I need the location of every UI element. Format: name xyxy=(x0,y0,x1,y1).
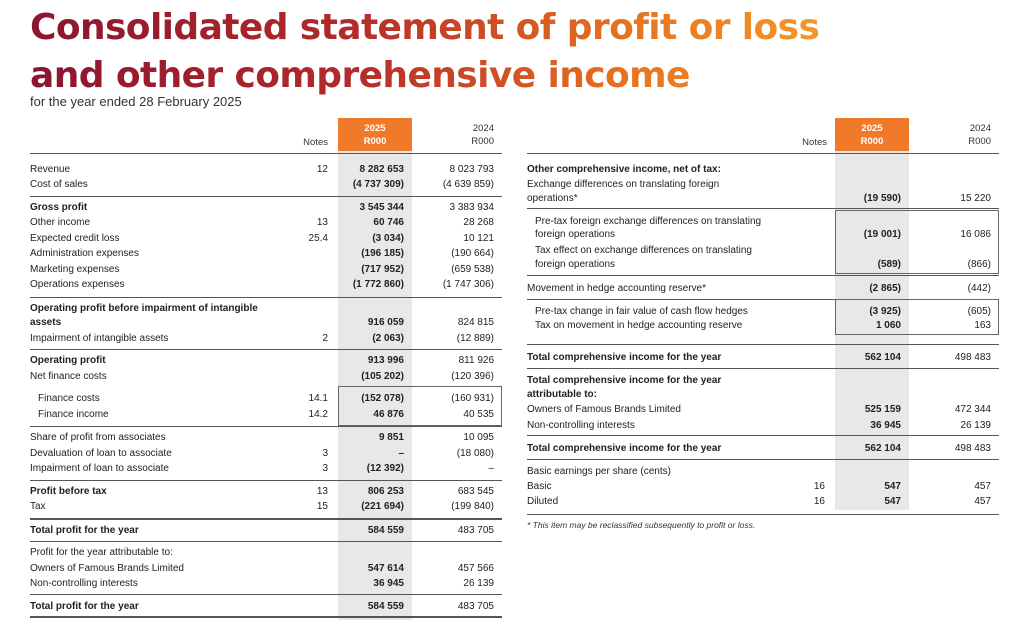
table-row xyxy=(30,523,502,538)
header-2025 xyxy=(835,118,909,151)
table-row xyxy=(527,227,999,242)
row-note: 12 xyxy=(316,164,328,175)
row-label: Owners of Famous Brands Limited xyxy=(527,404,681,415)
table-row xyxy=(527,162,999,177)
row-divider xyxy=(527,514,999,515)
value-2025: 562 104 xyxy=(864,443,901,454)
header-2024-year: 2024 xyxy=(472,123,494,134)
header-2024-unit: R000 xyxy=(968,136,991,147)
row-divider xyxy=(30,480,502,481)
value-2024: – xyxy=(488,463,494,474)
value-2025: (2 865) xyxy=(869,283,901,294)
table-row xyxy=(30,162,502,177)
row-label: Tax effect on exchange differences on translating xyxy=(535,245,752,256)
row-label: Non-controlling interests xyxy=(527,420,635,431)
value-2025: (152 078) xyxy=(361,393,404,404)
value-2024: (659 538) xyxy=(451,264,494,275)
row-divider xyxy=(527,459,999,460)
header-2024-year: 2024 xyxy=(969,123,991,134)
row-divider xyxy=(30,426,502,427)
row-label: Tax xyxy=(30,501,46,512)
row-label: Operating profit xyxy=(30,355,106,366)
value-2024: 824 815 xyxy=(457,317,494,328)
page-subtitle: for the year ended 28 February 2025 xyxy=(30,94,242,109)
value-2025: 547 614 xyxy=(367,563,404,574)
value-2024: 10 121 xyxy=(463,233,494,244)
value-2025: 36 945 xyxy=(870,420,901,431)
value-2025: (196 185) xyxy=(361,248,404,259)
value-2024: 498 483 xyxy=(954,443,991,454)
row-label: Operating profit before impairment of intangible xyxy=(30,303,258,314)
value-2024: (12 889) xyxy=(456,333,494,344)
value-2024: (18 080) xyxy=(456,448,494,459)
value-2025: (19 590) xyxy=(863,193,901,204)
row-label: Total comprehensive income for the year xyxy=(527,375,722,386)
value-2024: 3 383 934 xyxy=(449,202,494,213)
row-label: Other comprehensive income, net of tax: xyxy=(527,164,721,175)
row-note: 14.1 xyxy=(308,393,328,404)
row-label: Pre-tax change in fair value of cash flow hedges xyxy=(535,306,748,317)
row-label: foreign operations xyxy=(535,259,616,270)
row-label: Total profit for the year xyxy=(30,601,139,612)
row-label: Finance income xyxy=(38,409,109,420)
header-2025-unit: R000 xyxy=(860,136,884,147)
row-label: Expected credit loss xyxy=(30,233,120,244)
table-row xyxy=(527,494,999,509)
row-divider xyxy=(30,196,502,197)
row-label: Gross profit xyxy=(30,202,88,213)
row-label: Diluted xyxy=(527,496,559,507)
footnote: * This item may be reclassified subsequently to profit or loss. xyxy=(527,520,756,530)
row-label: Basic xyxy=(527,481,552,492)
row-divider xyxy=(527,208,999,209)
value-2024: 10 095 xyxy=(463,432,494,443)
row-note: 3 xyxy=(322,448,328,459)
row-label: Share of profit from associates xyxy=(30,432,166,443)
table-row xyxy=(30,177,502,192)
value-2024: (120 396) xyxy=(451,371,494,382)
table-row xyxy=(30,391,502,406)
row-label: Non-controlling interests xyxy=(30,578,138,589)
table-row xyxy=(30,200,502,215)
row-label: Cost of sales xyxy=(30,179,88,190)
table-row xyxy=(30,331,502,346)
table-row xyxy=(527,318,999,333)
value-2025: (4 737 309) xyxy=(352,179,404,190)
table-row xyxy=(527,373,999,388)
header-2025-unit: R000 xyxy=(363,136,387,147)
value-2025: 1 060 xyxy=(875,320,901,331)
value-2025: 584 559 xyxy=(367,601,404,612)
row-divider xyxy=(30,349,502,350)
row-label: Total comprehensive income for the year xyxy=(527,443,722,454)
header-2024 xyxy=(422,122,494,148)
value-2025: 8 282 653 xyxy=(359,164,404,175)
value-2025: 36 945 xyxy=(373,578,404,589)
header-2024 xyxy=(919,122,991,148)
table-row xyxy=(30,484,502,499)
value-2024: 15 220 xyxy=(960,193,991,204)
table-row xyxy=(527,350,999,365)
value-2025: (221 694) xyxy=(361,501,404,512)
table-row xyxy=(30,407,502,422)
value-2025: – xyxy=(398,448,404,459)
table-row xyxy=(527,479,999,494)
row-label: Devaluation of loan to associate xyxy=(30,448,172,459)
value-2024: (442) xyxy=(967,283,991,294)
value-2025: (12 392) xyxy=(366,463,404,474)
row-note: 13 xyxy=(316,486,328,497)
row-divider xyxy=(30,616,502,618)
value-2024: 483 705 xyxy=(457,525,494,536)
row-label: Profit before tax xyxy=(30,486,107,497)
row-note: 13 xyxy=(316,217,328,228)
row-divider xyxy=(527,344,999,345)
row-label: Profit for the year attributable to: xyxy=(30,547,173,558)
table-row xyxy=(30,576,502,591)
row-divider xyxy=(30,297,502,298)
table-row xyxy=(30,353,502,368)
row-label: foreign operations xyxy=(535,229,616,240)
row-label: Total profit for the year xyxy=(30,525,139,536)
row-label: Net finance costs xyxy=(30,371,107,382)
header-divider xyxy=(30,153,502,154)
header-notes: Notes xyxy=(802,137,827,148)
value-2025: (2 063) xyxy=(372,333,404,344)
value-2025: 584 559 xyxy=(367,525,404,536)
row-label: assets xyxy=(30,317,62,328)
table-row xyxy=(527,387,999,402)
other-comprehensive-income-table xyxy=(527,0,999,637)
table-row xyxy=(527,464,999,479)
value-2024: 28 268 xyxy=(463,217,494,228)
table-row xyxy=(30,215,502,230)
row-label: Basic earnings per share (cents) xyxy=(527,466,671,477)
row-label: Movement in hedge accounting reserve* xyxy=(527,283,706,294)
value-2024: 163 xyxy=(974,320,991,331)
table-row xyxy=(527,402,999,417)
row-note: 16 xyxy=(813,496,825,507)
row-label: Revenue xyxy=(30,164,71,175)
header-divider xyxy=(527,153,999,154)
table-row xyxy=(30,545,502,560)
value-2025: (1 772 860) xyxy=(352,279,404,290)
value-2025: 913 996 xyxy=(367,355,404,366)
header-notes: Notes xyxy=(303,137,328,148)
value-2025: (3 925) xyxy=(869,306,901,317)
table-row xyxy=(30,369,502,384)
row-divider xyxy=(527,435,999,436)
value-2024: (605) xyxy=(967,306,991,317)
value-2024: 26 139 xyxy=(463,578,494,589)
value-2024: 16 086 xyxy=(960,229,991,240)
table-row xyxy=(30,262,502,277)
row-divider xyxy=(30,541,502,542)
value-2025: 916 059 xyxy=(367,317,404,328)
value-2025: 9 851 xyxy=(378,432,404,443)
row-label: Finance costs xyxy=(38,393,100,404)
profit-or-loss-table xyxy=(30,0,502,637)
value-2025: 547 xyxy=(884,496,901,507)
value-2024: 457 xyxy=(974,496,991,507)
value-2025: 547 xyxy=(884,481,901,492)
row-label: Total comprehensive income for the year xyxy=(527,352,722,363)
table-row xyxy=(30,231,502,246)
table-row xyxy=(30,446,502,461)
value-2025: (3 034) xyxy=(372,233,404,244)
value-2024: 40 535 xyxy=(463,409,494,420)
row-divider xyxy=(527,275,999,276)
header-2025-year: 2025 xyxy=(861,123,883,134)
row-divider xyxy=(30,518,502,520)
value-2025: 46 876 xyxy=(373,409,404,420)
table-row xyxy=(527,177,999,192)
value-2025: (589) xyxy=(877,259,901,270)
value-2025: 525 159 xyxy=(864,404,901,415)
row-label: Exchange differences on translating foreign xyxy=(527,179,720,190)
table-row xyxy=(527,304,999,319)
table-row xyxy=(30,315,502,330)
row-divider xyxy=(30,594,502,595)
value-2025: 806 253 xyxy=(367,486,404,497)
table-row xyxy=(30,561,502,576)
row-label: Other income xyxy=(30,217,91,228)
row-note: 16 xyxy=(813,481,825,492)
table-row xyxy=(30,246,502,261)
row-note: 15 xyxy=(316,501,328,512)
value-2025: (105 202) xyxy=(361,371,404,382)
table-row xyxy=(527,191,999,206)
value-2024: (4 639 859) xyxy=(442,179,494,190)
header-2025 xyxy=(338,118,412,151)
table-row xyxy=(527,418,999,433)
value-2024: (190 664) xyxy=(451,248,494,259)
row-note: 25.4 xyxy=(308,233,328,244)
row-label: Administration expenses xyxy=(30,248,139,259)
value-2025: (717 952) xyxy=(361,264,404,275)
value-2024: 498 483 xyxy=(954,352,991,363)
row-divider xyxy=(527,368,999,369)
row-note: 14.2 xyxy=(308,409,328,420)
row-label: Owners of Famous Brands Limited xyxy=(30,563,184,574)
value-2025: 562 104 xyxy=(864,352,901,363)
value-2024: 457 566 xyxy=(457,563,494,574)
value-2024: 472 344 xyxy=(954,404,991,415)
value-2024: 683 545 xyxy=(457,486,494,497)
row-label: operations* xyxy=(527,193,578,204)
row-label: Impairment of intangible assets xyxy=(30,333,169,344)
table-row xyxy=(30,499,502,514)
value-2024: (160 931) xyxy=(451,393,494,404)
table-row xyxy=(30,277,502,292)
row-label: Pre-tax foreign exchange differences on translating xyxy=(535,216,762,227)
value-2025: 3 545 344 xyxy=(359,202,404,213)
value-2024: 8 023 793 xyxy=(449,164,494,175)
table-row xyxy=(527,281,999,296)
table-row xyxy=(30,599,502,614)
value-2024: 811 926 xyxy=(458,355,494,366)
value-2024: (866) xyxy=(967,259,991,270)
value-2025: 60 746 xyxy=(373,217,404,228)
table-row xyxy=(527,257,999,272)
table-row xyxy=(30,430,502,445)
row-label: attributable to: xyxy=(527,389,597,400)
value-2024: 483 705 xyxy=(457,601,494,612)
value-2024: (199 840) xyxy=(451,501,494,512)
page-title: Consolidated statement of profit or loss and other comprehensive income xyxy=(30,4,830,100)
row-note: 2 xyxy=(322,333,328,344)
header-2024-unit: R000 xyxy=(471,136,494,147)
value-2025: (19 001) xyxy=(863,229,901,240)
row-label: Operations expenses xyxy=(30,279,125,290)
row-label: Impairment of loan to associate xyxy=(30,463,169,474)
value-2024: 26 139 xyxy=(960,420,991,431)
table-row xyxy=(30,461,502,476)
header-2025-year: 2025 xyxy=(364,123,386,134)
row-note: 3 xyxy=(322,463,328,474)
row-label: Tax on movement in hedge accounting reserve xyxy=(535,320,743,331)
table-row xyxy=(30,301,502,316)
table-row xyxy=(527,441,999,456)
table-row xyxy=(527,243,999,258)
value-2024: (1 747 306) xyxy=(442,279,494,290)
value-2024: 457 xyxy=(974,481,991,492)
row-label: Marketing expenses xyxy=(30,264,120,275)
